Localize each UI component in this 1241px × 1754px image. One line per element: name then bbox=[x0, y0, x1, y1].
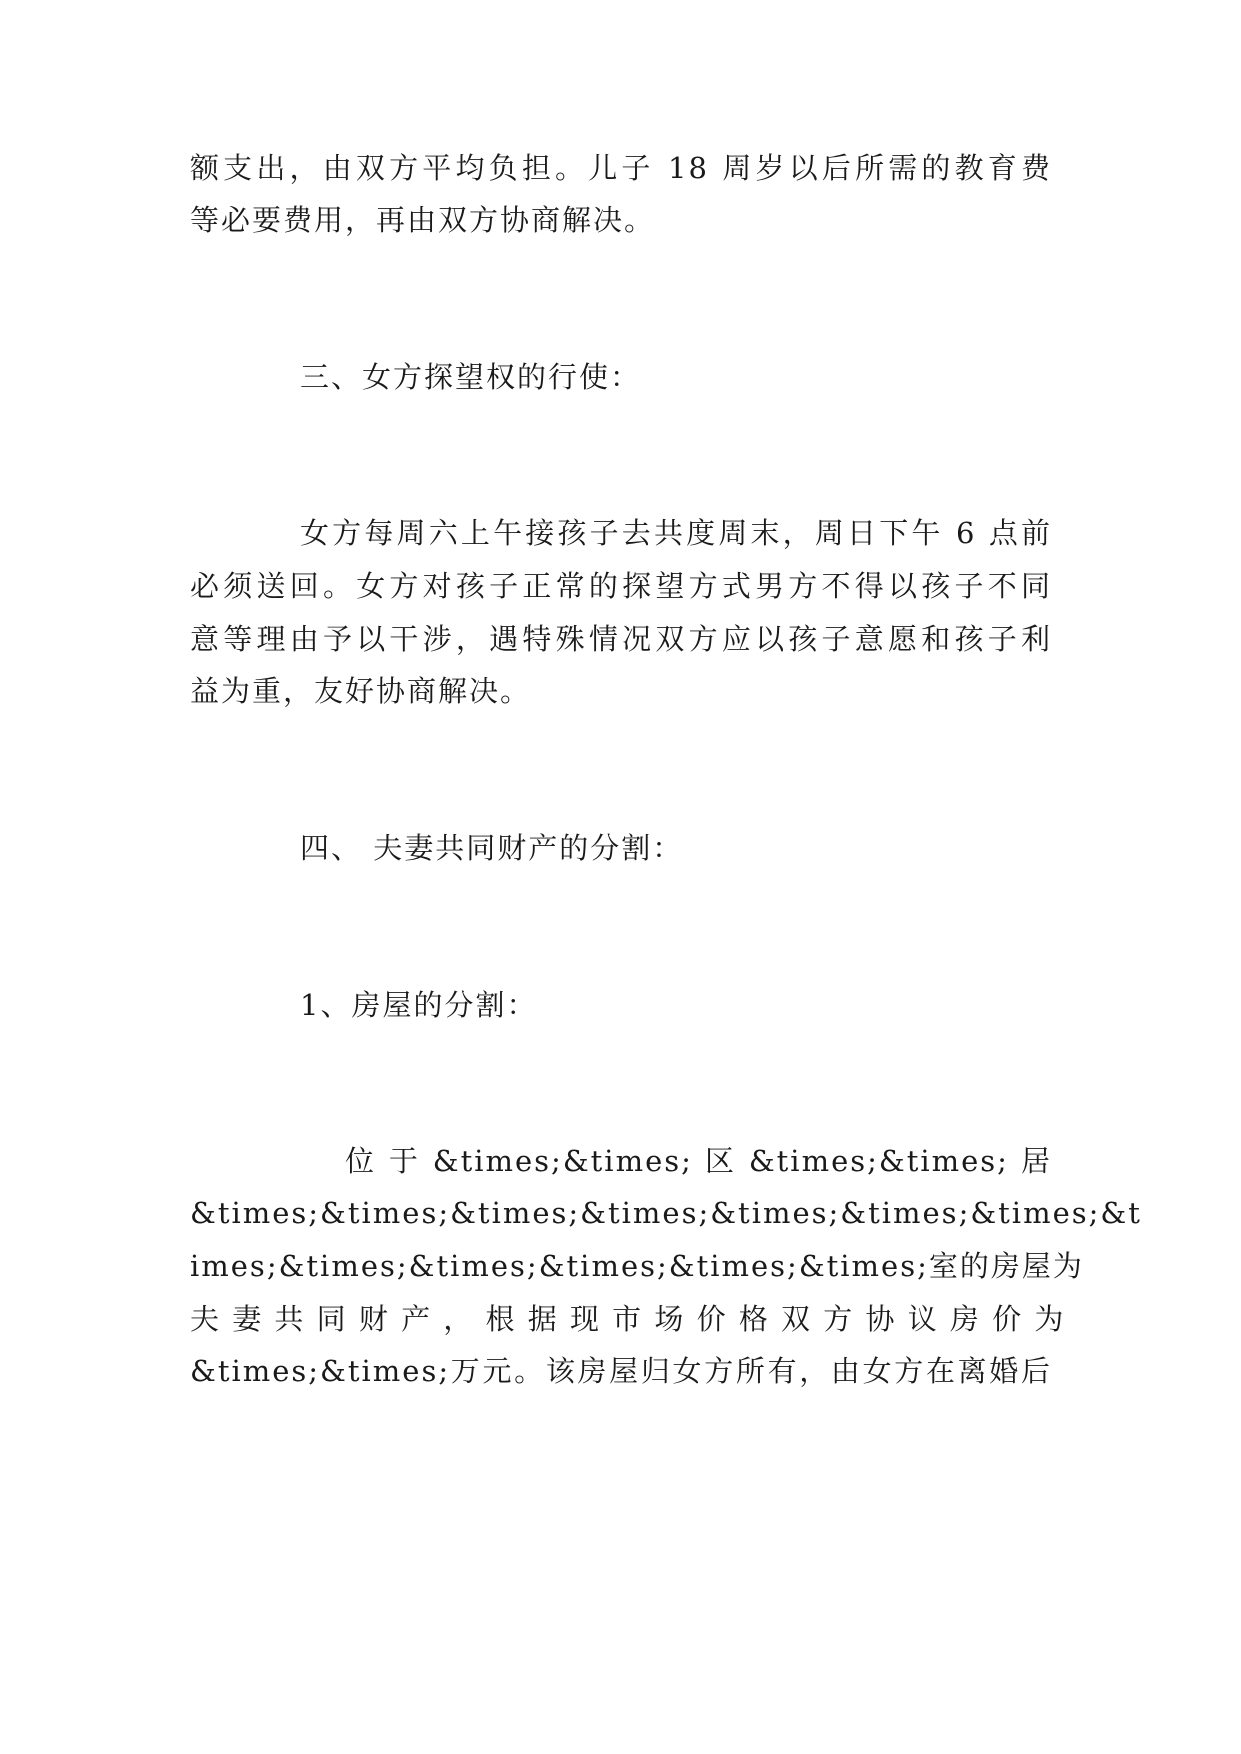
paragraph-line: 等必要费用，再由双方协商解决。 bbox=[190, 203, 656, 237]
paragraph-line: 额支出，由双方平均负担。儿子 18 周岁以后所需的教育费 bbox=[190, 151, 1052, 185]
paragraph-line: 益为重，友好协商解决。 bbox=[190, 674, 532, 708]
section-heading: 四、 夫妻共同财产的分割： bbox=[300, 831, 684, 865]
paragraph-line: 必须送回。女方对孩子正常的探望方式男方不得以孩子不同 bbox=[190, 569, 1052, 603]
paragraph-line: &times;&times;万元。该房屋归女方所有，由女方在离婚后 bbox=[190, 1354, 1052, 1388]
section-heading: 三、女方探望权的行使： bbox=[300, 360, 642, 394]
paragraph-line: &times;&times;&times;&times;&times;&times;&times;&t bbox=[190, 1196, 1142, 1230]
paragraph-line: 夫 妻 共 同 财 产 ， 根 据 现 市 场 价 格 双 方 协 议 房 价 为 bbox=[190, 1302, 1066, 1336]
subsection-heading: 1、房屋的分割： bbox=[300, 988, 538, 1022]
paragraph-line: 位 于 &times;&times; 区 &times;&times; 居 bbox=[345, 1144, 1052, 1178]
paragraph-line: imes;&times;&times;&times;&times;&times;室的房屋为 bbox=[190, 1249, 1084, 1283]
paragraph-line: 女方每周六上午接孩子去共度周末，周日下午 6 点前 bbox=[300, 516, 1052, 550]
paragraph-line: 意等理由予以干涉，遇特殊情况双方应以孩子意愿和孩子利 bbox=[190, 622, 1052, 656]
